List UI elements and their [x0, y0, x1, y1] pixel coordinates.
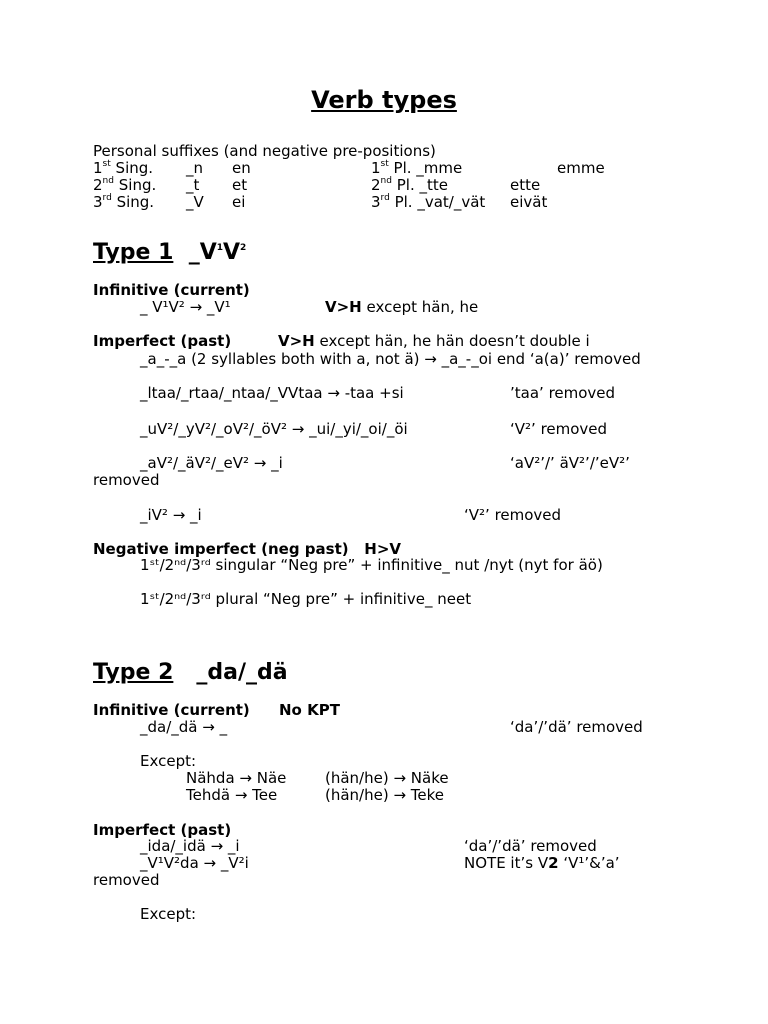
type2-infinitive-kpt: No KPT [279, 701, 340, 719]
type2-imperfect-note-2: NOTE it’s V2 ‘V¹’&’a’ [464, 854, 620, 872]
type1-imperfect-note: V>H except hän, he hän doesn’t double i [278, 332, 590, 350]
type1-imperfect-heading: Imperfect (past) [93, 332, 232, 350]
suffix-row-2-plural-neg: ette [510, 176, 541, 194]
type2-infinitive-heading: Infinitive (current) [93, 701, 250, 719]
type1-rule-iv-note: ‘V²’ removed [464, 506, 562, 524]
type2-imperfect-rule-2: _V¹V²da → _V²i [140, 854, 249, 872]
type1-rule-taa: _ltaa/_rtaa/_ntaa/_VVtaa → -taa +si [140, 384, 404, 402]
type1-negative-plural: 1ˢᵗ/2ⁿᵈ/3ʳᵈ plural “Neg pre” + infinitive_ neet [140, 590, 472, 608]
type2-infinitive-rule: _da/_dä → _ [140, 718, 228, 736]
type1-rule-uv-note: ‘V²’ removed [510, 420, 608, 438]
type2-imperfect-rule-1: _ida/_idä → _i [140, 837, 240, 855]
type1-negative-heading: Negative imperfect (neg past) H>V [93, 540, 402, 558]
type2-imperfect-note-2-cont: removed [93, 871, 160, 889]
suffix-row-2-suffix: _t [186, 176, 200, 194]
type1-infinitive-heading: Infinitive (current) [93, 281, 250, 299]
type2-imperfect-heading: Imperfect (past) [93, 821, 232, 839]
type1-heading: Type 1 $\_V^1V^2$ [93, 240, 247, 265]
type2-except-label: Except: [140, 752, 197, 770]
suffix-row-1-neg: en [232, 159, 251, 177]
suffix-row-2-label: 2nd Sing. [93, 176, 157, 194]
suffixes-intro: Personal suffixes (and negative pre-positions) [93, 142, 436, 160]
type1-rule-av-note-cont: removed [93, 471, 160, 489]
suffix-row-1-plural-neg: emme [557, 159, 605, 177]
type2-imperfect-note-1: ‘da’/’dä’ removed [464, 837, 597, 855]
suffix-row-2-plural: 2nd Pl. _tte [371, 176, 448, 194]
type1-rule-iv: _iV² → _i [140, 506, 202, 524]
type2-except-label-2: Except: [140, 905, 197, 923]
suffix-row-2-neg: et [232, 176, 248, 194]
type1-rule-av: _aV²/_äV²/_eV² → _i [140, 454, 283, 472]
suffix-row-1-plural: 1st Pl. _mme [371, 159, 463, 177]
suffix-row-1-suffix: _n [186, 159, 204, 177]
type2-except-1-he: (hän/he) → Näke [325, 769, 449, 787]
type2-except-1: Nähda → Näe [186, 769, 287, 787]
suffix-row-1-label: 1st Sing. [93, 159, 154, 177]
suffix-row-3-label: 3rd Sing. [93, 193, 155, 211]
type2-except-2-he: (hän/he) → Teke [325, 786, 445, 804]
type2-except-2: Tehdä → Tee [186, 786, 278, 804]
suffix-row-3-plural-neg: eivät [510, 193, 548, 211]
type1-imperfect-rule-a: _a_-_a (2 syllables both with a, not ä) → _a_-_oi end ‘a(a)’ removed [140, 350, 641, 368]
suffix-row-3-neg: ei [232, 193, 246, 211]
page-title: Verb types [311, 86, 457, 114]
suffix-row-3-suffix: _V [186, 193, 204, 211]
type2-heading: Type 2 _da/_dä [93, 660, 288, 685]
suffix-row-3-plural: 3rd Pl. _vat/_vät [371, 193, 486, 211]
type1-rule-taa-note: ’taa’ removed [510, 384, 616, 402]
type1-negative-singular: 1ˢᵗ/2ⁿᵈ/3ʳᵈ singular “Neg pre” + infinitive_ nut /nyt (nyt for äö) [140, 556, 603, 574]
type1-infinitive-rule: _ V¹V² → _V¹ [140, 298, 231, 316]
type1-rule-uv: _uV²/_yV²/_oV²/_öV² → _ui/_yi/_oi/_öi [140, 420, 408, 438]
type2-infinitive-note: ‘da’/’dä’ removed [510, 718, 643, 736]
type1-infinitive-note: V>H except hän, he [325, 298, 479, 316]
type1-rule-av-note: ‘aV²’/’ äV²’/’eV²’ [510, 454, 630, 472]
